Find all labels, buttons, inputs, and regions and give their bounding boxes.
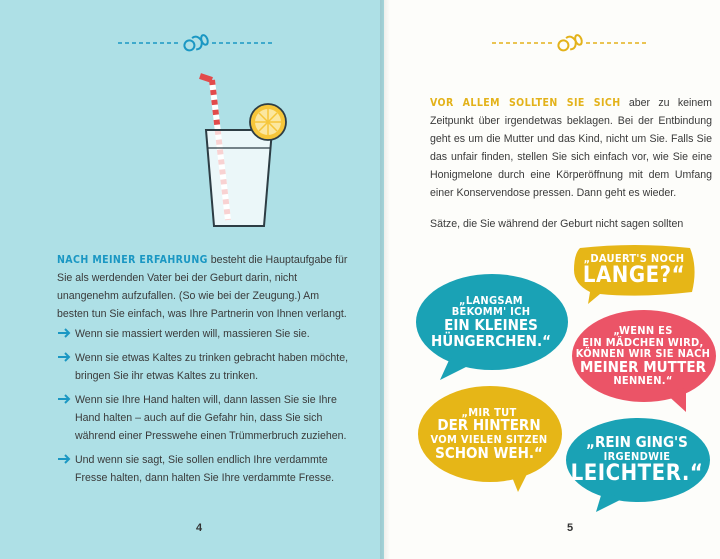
speech-bubble-5 [562,416,712,514]
bubble-2-line-3: EIN KLEINES [444,315,538,334]
list-item [57,391,357,445]
arrow-right-icon [57,352,71,362]
bubble-3-line-3: KÖNNEN WIR SIE NACH [575,347,711,361]
bubble-4-line-3: VOM VIELEN SITZEN [430,433,548,446]
left-ornament [118,30,274,56]
bullet-text: Und wenn sie sagt, Sie sollen endlich Ihre verdammte Fresse halten, dann halten Sie Ihre verdammte Fresse. [75,454,335,484]
lemonade-glass-icon [190,70,300,234]
bubble-1-line-2: LANGE?“ [582,263,686,289]
intro-paragraph-left [57,251,349,323]
intro-lead-right: VOR ALLEM SOLLTEN SIE SICH [430,97,621,109]
arrow-right-icon [57,454,71,464]
right-ornament [492,30,648,56]
page-number-right: 5 [567,522,574,534]
intro-text-left: besteht die Hauptaufgabe für Sie als werdenden Vater bei der Geburt darin, nicht unangenehm aufzufallen. (So wie bei der Zeugung.) Am besten tun Sie einfach, was Ihre Partnerin von Ihnen verlangt. [57,254,348,320]
bullet-list [57,325,357,493]
page-number-left: 4 [196,522,203,534]
subheading: Sätze, die Sie während der Geburt nicht sagen sollten [430,218,684,230]
bubble-2-line-4: HÜNGERCHEN.“ [431,331,551,350]
speech-bubble-1 [570,244,698,306]
bubble-2-line-2: BEKOMM' ICH [451,305,531,319]
arrow-right-icon [57,394,71,404]
list-item [57,451,357,487]
intro-lead-left: NACH MEINER ERFAHRUNG [57,254,208,266]
pacifier-icon [183,33,210,53]
bubble-3-line-1: „WENN ES [613,324,673,338]
speech-bubble-4 [414,384,564,494]
intro-paragraph-right [430,94,712,202]
book-gutter [380,0,390,559]
bubble-4-line-2: DER HINTERN [437,416,541,435]
intro-text-right: aber zu keinem Zeitpunkt über irgendetwas beklagen. Bei der Entbindung geht es um die Mutter und das Kind, nicht um Sie. Falls Sie das unfair finden, stellen Sie sich einfach vor, wie Sie eine Honigmelone durch eine Körperöffnung mit dem Umfang einer Konservendose pressen. Dann geht es wieder. [430,97,713,199]
list-item [57,325,357,343]
bubble-4-line-4: SCHON WEH.“ [435,443,543,462]
arrow-right-icon [57,328,71,338]
pacifier-icon [557,33,584,53]
bubble-5-line-3: LEICHTER.“ [570,461,704,487]
bubble-3-line-5: NENNEN.“ [613,374,673,388]
bubble-2-line-1: „LANGSAM [459,293,523,307]
bullet-text: Wenn sie etwas Kaltes zu trinken gebracht haben möchte, bringen Sie ihr etwas Kaltes zu trinken. [75,352,349,382]
bubble-3-line-4: MEINER MUTTER [579,357,707,376]
bullet-text: Wenn sie massiert werden will, massieren Sie sie. [75,328,310,340]
bubble-1-line-1: „DAUERT'S NOCH [583,251,685,265]
speech-bubble-2 [412,272,570,382]
bubble-5-line-1: „REIN GING'S [586,432,688,451]
bubble-3-line-2: EIN MÄDCHEN WIRD, [582,335,704,349]
list-item [57,349,357,385]
bullet-text: Wenn sie Ihre Hand halten will, dann lassen Sie sie Ihre Hand halten – auch auf die Gefahr hin, dass Sie sich während einer Presswehe einen Trümmerbruch zuziehen. [75,394,347,442]
bubble-5-line-2: IRGENDWIE [603,449,671,463]
speech-bubble-3 [568,308,718,414]
bubble-4-line-1: „MIR TUT [461,405,517,419]
